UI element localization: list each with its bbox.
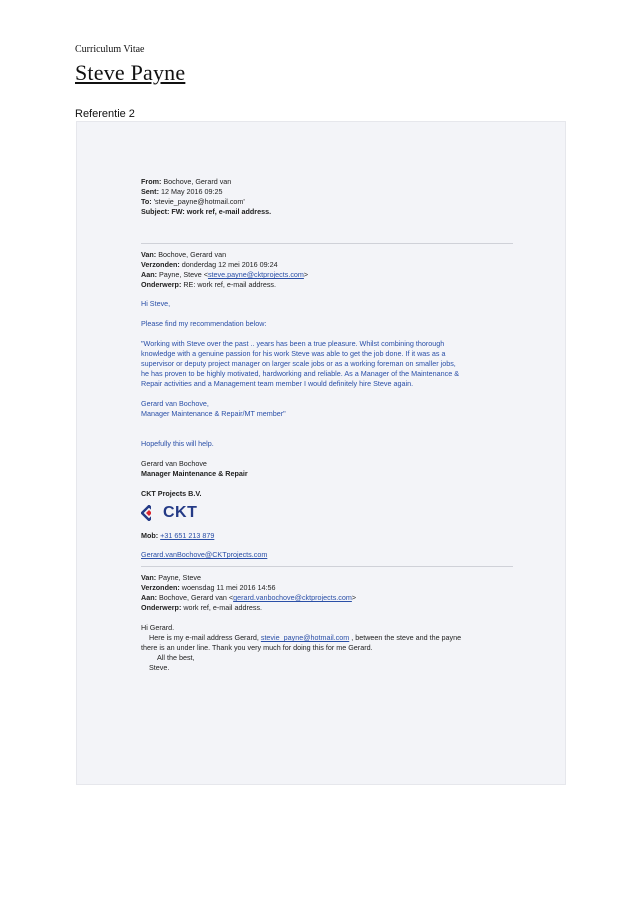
recommendation-quote xyxy=(141,339,521,419)
quote-line: he has proven to be highly motivated, hardworking and reliable. As a Manager of the Maintenance & xyxy=(141,369,460,378)
original-signoff: All the best, xyxy=(157,653,195,662)
reply-closing: Hopefully this will help. xyxy=(141,439,214,448)
forward-header xyxy=(141,177,521,217)
mob-link[interactable]: +31 651 213 879 xyxy=(160,531,215,540)
onderwerp-value: work ref, e-mail address. xyxy=(183,603,263,612)
verzonden-value: donderdag 12 mei 2016 09:24 xyxy=(181,260,278,269)
reply-greeting: Hi Steve, xyxy=(141,299,171,308)
sent-label: Sent: xyxy=(141,187,159,196)
reference-label: Referentie 2 xyxy=(75,108,135,120)
document-header-label: Curriculum Vitae xyxy=(75,44,145,55)
to-value: 'stevie_payne@hotmail.com' xyxy=(153,197,245,206)
aan-email-link[interactable]: gerard.vanbochove@cktprojects.com xyxy=(233,593,352,602)
van-value: Bochove, Gerard van xyxy=(158,250,227,259)
van-label: Van: xyxy=(141,573,157,582)
original-body-suffix: , between the steve and the payne xyxy=(351,633,462,642)
signature-name: Gerard van Bochove xyxy=(141,459,207,468)
aan-value-suffix: > xyxy=(303,270,309,279)
quote-line: supervisor or deputy project manager on larger scale jobs or as a working foreman on smaller jobs, xyxy=(141,359,456,368)
quote-signature-name: Gerard van Bochove, xyxy=(141,399,209,408)
onderwerp-label: Onderwerp: xyxy=(141,280,182,289)
subject-value: FW: work ref, e-mail address. xyxy=(171,207,272,216)
divider xyxy=(141,566,513,567)
van-label: Van: xyxy=(141,250,157,259)
verzonden-label: Verzonden: xyxy=(141,260,180,269)
aan-label: Aan: xyxy=(141,270,157,279)
sent-value: 12 May 2016 09:25 xyxy=(160,187,223,196)
original-body-link[interactable]: stevie_payne@hotmail.com xyxy=(260,633,350,642)
ckt-logo xyxy=(141,503,521,523)
original-header xyxy=(141,573,521,613)
email-content xyxy=(141,177,521,673)
from-value: Bochove, Gerard van xyxy=(163,177,232,186)
verzonden-value: woensdag 11 mei 2016 14:56 xyxy=(181,583,276,592)
original-body-line: there is an under line. Thank you very much for doing this for me Gerard. xyxy=(141,643,373,652)
original-body-prefix: Here is my e-mail address Gerard, xyxy=(149,633,259,642)
reply-header xyxy=(141,250,521,290)
van-value: Payne, Steve xyxy=(158,573,201,582)
onderwerp-label: Onderwerp: xyxy=(141,603,182,612)
quote-signature-title: Manager Maintenance & Repair/MT member" xyxy=(141,409,286,418)
original-signname: Steve. xyxy=(149,663,170,672)
to-label: To: xyxy=(141,197,152,206)
aan-value-prefix: Payne, Steve < xyxy=(158,270,208,279)
aan-email-link[interactable]: steve.payne@cktprojects.com xyxy=(207,270,304,279)
aan-value-prefix: Bochove, Gerard van < xyxy=(158,593,234,602)
verzonden-label: Verzonden: xyxy=(141,583,180,592)
scanned-email-page xyxy=(76,121,566,785)
quote-line: knowledge with a genuine passion for his work Steve was able to get the job done. If it was as a xyxy=(141,349,446,358)
signature-title: Manager Maintenance & Repair xyxy=(141,469,248,478)
quote-line: Repair activities and a Management team member I would definitely hire Steve again. xyxy=(141,379,414,388)
mob-label: Mob: xyxy=(141,531,159,540)
divider xyxy=(141,243,513,244)
candidate-name: Steve Payne xyxy=(75,60,186,85)
signature-company: CKT Projects B.V. xyxy=(141,489,202,498)
aan-label: Aan: xyxy=(141,593,157,602)
quote-line: "Working with Steve over the past .. years has been a true pleasure. Whilst combining thorough xyxy=(141,339,445,348)
ckt-logo-icon xyxy=(141,505,157,521)
onderwerp-value: RE: work ref, e-mail address. xyxy=(183,280,277,289)
signature-email-link[interactable]: Gerard.vanBochove@CKTprojects.com xyxy=(141,550,268,559)
original-greeting: Hi Gerard. xyxy=(141,623,175,632)
aan-value-suffix: > xyxy=(351,593,357,602)
subject-label: Subject: xyxy=(141,207,170,216)
reply-intro: Please find my recommendation below: xyxy=(141,319,267,328)
from-label: From: xyxy=(141,177,162,186)
ckt-logo-text: CKT xyxy=(163,504,198,521)
